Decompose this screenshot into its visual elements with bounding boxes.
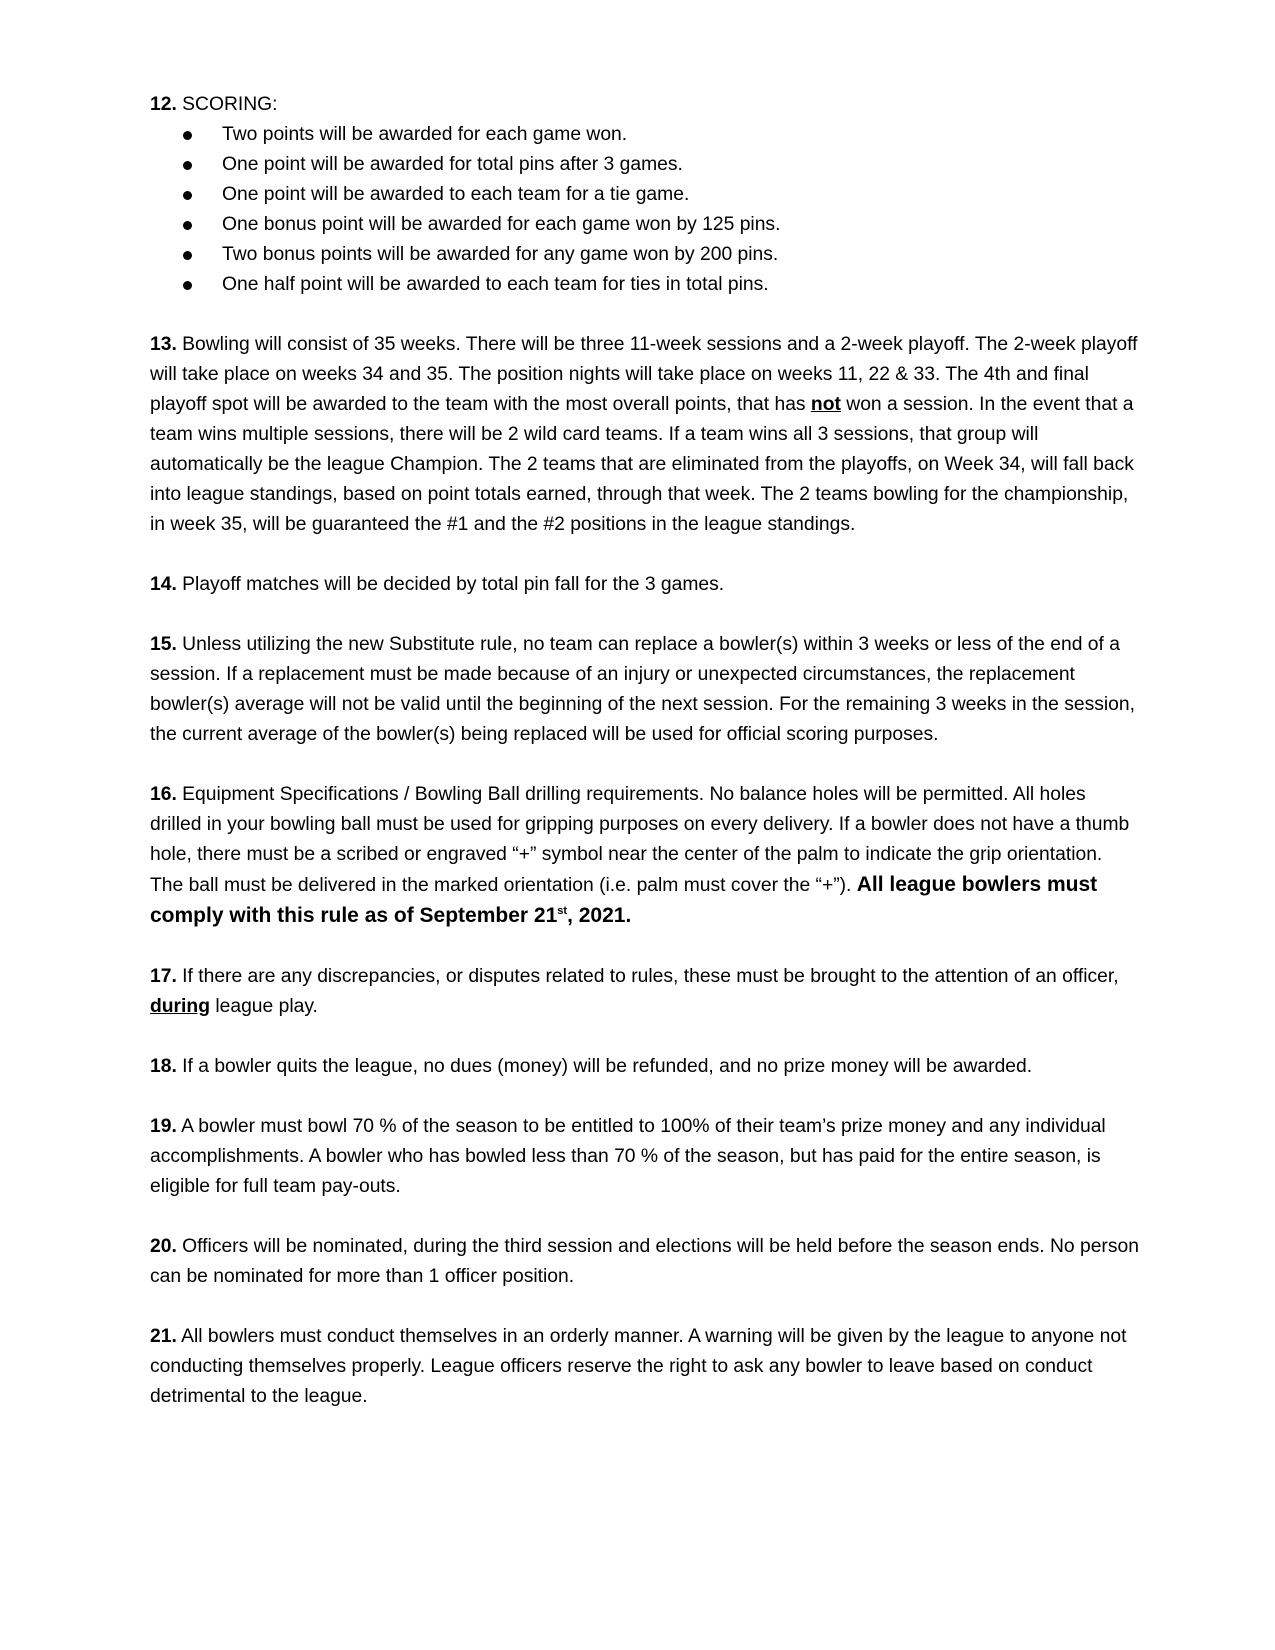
list-item [150, 180, 1140, 210]
rule-20 [150, 1232, 1140, 1292]
bullet-icon [183, 161, 192, 170]
rule-number: 19. [150, 1116, 177, 1137]
rule-number: 18. [150, 1056, 177, 1077]
ordinal-suffix: st [557, 905, 568, 917]
rule-paragraph [150, 1232, 1140, 1292]
rule-paragraph [150, 780, 1140, 932]
rule-title: SCORING: [176, 94, 278, 115]
rule-text-continued: won a session. In the event that a team wins multiple sessions, there will be 2 wild card teams. If a team wins all 3 sessions, that group will automatically be the league Champion. The 2 teams that are eliminated from the playoffs, on Week 34, will fall back into league standings, based on point totals earned, through that week. The 2 teams bowling for the championship, in week 35, will be guaranteed the #1 and the #2 positions in the league standings. [150, 394, 1134, 535]
compliance-year: , 2021. [567, 904, 632, 927]
rule-text: If there are any discrepancies, or disputes related to rules, these must be brought to the attention of an officer, [176, 966, 1119, 987]
rule-number: 20. [150, 1236, 177, 1257]
rule-text: Unless utilizing the new Substitute rule, no team can replace a bowler(s) within 3 weeks or less of the end of a session. If a replacement must be made because of an injury or unexpected circumstances, the replacement bowler(s) average will not be valid until the beginning of the next session. For the remaining 3 weeks in the session, the current average of the bowler(s) being replaced will be used for official scoring purposes. [150, 634, 1135, 745]
list-item-text: One point will be awarded for total pins after 3 games. [222, 154, 683, 175]
bullet-icon [183, 221, 192, 230]
list-item-text: One point will be awarded to each team for a tie game. [222, 184, 690, 205]
rule-paragraph [150, 1052, 1140, 1082]
rule-text: Equipment Specifications / Bowling Ball drilling requirements. No balance holes will be permitted. All holes drilled in your bowling ball must be used for gripping purposes on every delivery. If a bowler does not have a thumb hole, there must be a scribed or engraved “+” symbol near the center of the palm to indicate the grip orientation. The ball must be delivered in the marked orientation (i.e. palm must cover the “+”). [150, 784, 1130, 896]
list-item [150, 240, 1140, 270]
rules-content [150, 90, 1140, 1442]
rule-paragraph [150, 570, 1140, 600]
list-item-text: One bonus point will be awarded for each game won by 125 pins. [222, 214, 781, 235]
rule-number: 21. [150, 1326, 177, 1347]
rule-text: All bowlers must conduct themselves in an orderly manner. A warning will be given by the league to anyone not conducting themselves properly. League officers reserve the right to ask any bowler to leave based on conduct detrimental to the league. [150, 1326, 1127, 1407]
rule-text: If a bowler quits the league, no dues (money) will be refunded, and no prize money will be awarded. [176, 1056, 1033, 1077]
rule-paragraph [150, 330, 1140, 540]
rule-paragraph [150, 1322, 1140, 1412]
rule-paragraph [150, 1112, 1140, 1202]
bullet-icon [183, 281, 192, 290]
rule-12-scoring [150, 90, 1140, 300]
list-item [150, 270, 1140, 300]
list-item-text: Two bonus points will be awarded for any game won by 200 pins. [222, 244, 779, 265]
rule-number: 17. [150, 966, 177, 987]
list-item-text: One half point will be awarded to each team for ties in total pins. [222, 274, 769, 295]
list-item [150, 120, 1140, 150]
bullet-icon [183, 131, 192, 140]
rule-text: Playoff matches will be decided by total pin fall for the 3 games. [176, 574, 725, 595]
rule-number: 16. [150, 784, 177, 805]
rule-21 [150, 1322, 1140, 1412]
rule-text-continued: league play. [209, 996, 318, 1017]
bullet-icon [183, 251, 192, 260]
rule-heading [150, 90, 1140, 120]
bullet-icon [183, 191, 192, 200]
rule-16 [150, 780, 1140, 932]
emphasis-not: not [810, 394, 841, 415]
list-item [150, 150, 1140, 180]
scoring-list [150, 120, 1140, 300]
rule-14 [150, 570, 1140, 600]
rule-17 [150, 962, 1140, 1022]
rule-number: 15. [150, 634, 177, 655]
emphasis-during: during [150, 996, 210, 1017]
list-item-text: Two points will be awarded for each game won. [222, 124, 628, 145]
rule-13 [150, 330, 1140, 540]
list-item [150, 210, 1140, 240]
rule-text: A bowler must bowl 70 % of the season to be entitled to 100% of their team’s prize money and any individual accomplishments. A bowler who has bowled less than 70 % of the season, but has paid for the entire season, is eligible for full team pay-outs. [150, 1116, 1106, 1197]
rule-number: 12. [150, 94, 177, 115]
rule-18 [150, 1052, 1140, 1082]
rule-text: Officers will be nominated, during the third session and elections will be held before the season ends. No person can be nominated for more than 1 officer position. [150, 1236, 1139, 1287]
compliance-text: All league bowlers must comply with this rule as of September 21 [150, 873, 1098, 927]
rule-number: 13. [150, 334, 177, 355]
rule-number: 14. [150, 574, 177, 595]
rule-paragraph [150, 630, 1140, 750]
rule-15 [150, 630, 1140, 750]
rule-text: Bowling will consist of 35 weeks. There will be three 11-week sessions and a 2-week playoff. The 2-week playoff will take place on weeks 34 and 35. The position nights will take place on weeks 11, 22 & 33. The 4th and final playoff spot will be awarded to the team with the most overall points, that has [150, 334, 1138, 415]
rule-19 [150, 1112, 1140, 1202]
rule-paragraph [150, 962, 1140, 1022]
